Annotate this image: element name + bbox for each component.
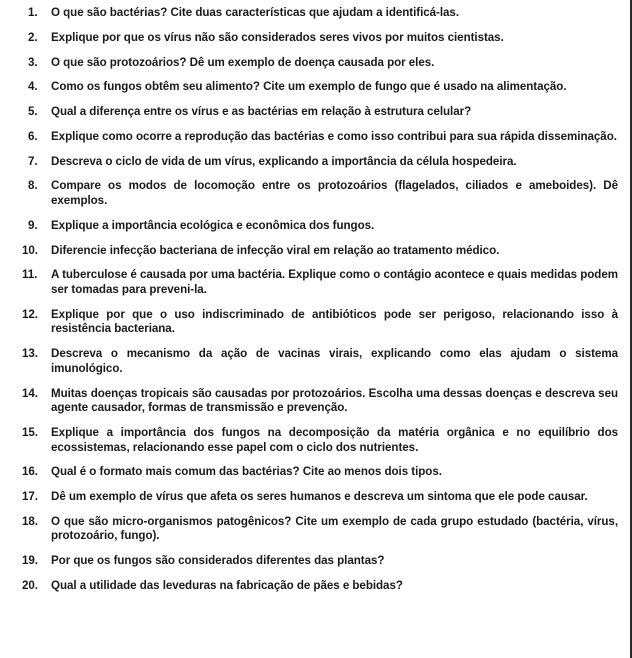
question-item <box>22 347 618 376</box>
question-text: Descreva o ciclo de vida de um vírus, explicando a importância da célula hospedeira. <box>51 154 517 168</box>
question-number: 7. <box>28 154 38 168</box>
question-number: 14. <box>22 386 38 400</box>
question-text: Diferencie infecção bacteriana de infecção viral em relação ao tratamento médico. <box>51 243 500 257</box>
question-item <box>28 31 618 46</box>
question-item <box>28 219 618 234</box>
question-text: O que são protozoários? Dê um exemplo de doença causada por eles. <box>51 55 435 69</box>
question-list <box>22 6 618 594</box>
question-item <box>28 179 618 208</box>
question-item <box>22 268 618 297</box>
question-text: Explique como ocorre a reprodução das bactérias e como isso contribui para sua rápida disseminação. <box>51 129 617 143</box>
question-item <box>22 307 618 337</box>
question-text: Explique por que o uso indiscriminado de antibióticos pode ser perigoso, relacionando isso à resistência bacteriana. <box>51 307 618 336</box>
question-item <box>28 130 618 145</box>
question-text: A tuberculose é causada por uma bactéria. Explique como o contágio acontece e quais medidas podem ser tomadas para preveni-la. <box>51 268 618 296</box>
question-text: Por que os fungos são considerados diferentes das plantas? <box>51 554 385 568</box>
question-number: 6. <box>28 129 38 143</box>
question-number: 2. <box>28 30 38 44</box>
question-item <box>22 425 618 455</box>
question-item <box>28 6 618 21</box>
question-text: Qual a utilidade das leveduras na fabricação de pães e bebidas? <box>51 579 403 592</box>
question-number: 9. <box>28 218 38 232</box>
question-item <box>22 243 618 259</box>
question-text: O que são bactérias? Cite duas características que ajudam a identificá-las. <box>51 6 459 19</box>
question-text: Dê um exemplo de vírus que afeta os seres humanos e descreva um sintoma que ele pode causar. <box>51 490 588 504</box>
question-text: O que são micro-organismos patogênicos? Cite um exemplo de cada grupo estudado (bactéria, vírus, protozoário, fungo). <box>51 514 618 543</box>
question-number: 18. <box>22 514 38 528</box>
question-item <box>28 56 618 71</box>
question-text: Explique a importância dos fungos na decomposição da matéria orgânica e no equilíbrio dos ecossistemas, relacionando esse papel com o ciclo dos nutrientes. <box>51 425 618 454</box>
question-number: 3. <box>28 55 38 69</box>
question-number: 12. <box>22 307 38 321</box>
question-item <box>22 490 618 505</box>
question-number: 11. <box>22 268 38 282</box>
question-text: Descreva o mecanismo da ação de vacinas virais, explicando como elas ajudam o sistema imunológico. <box>51 347 618 375</box>
question-text: Qual a diferença entre os vírus e as bactérias em relação à estrutura celular? <box>51 105 472 119</box>
question-text: Explique a importância ecológica e econômica dos fungos. <box>51 218 375 232</box>
question-text: Como os fungos obtêm seu alimento? Cite um exemplo de fungo que é usado na alimentação. <box>51 80 567 94</box>
question-number: 8. <box>28 179 38 193</box>
question-number: 19. <box>22 554 38 568</box>
question-text: Explique por que os vírus não são considerados seres vivos por muitos cientistas. <box>51 30 504 44</box>
question-number: 20. <box>22 579 38 592</box>
question-item <box>22 465 618 480</box>
question-number: 17. <box>22 490 38 504</box>
question-text: Qual é o formato mais comum das bactérias? Cite ao menos dois tipos. <box>51 465 442 479</box>
question-number: 16. <box>22 465 38 479</box>
question-text: Muitas doenças tropicais são causadas por protozoários. Escolha uma dessas doenças e descreva seu agente causador, formas de transmissão e prevenção. <box>51 386 618 415</box>
question-item <box>28 80 618 95</box>
question-number: 13. <box>22 347 38 361</box>
question-item <box>22 554 618 569</box>
question-number: 5. <box>28 105 38 119</box>
question-number: 15. <box>22 425 38 439</box>
question-item <box>22 514 618 544</box>
question-number: 4. <box>28 80 38 94</box>
question-item <box>22 386 618 416</box>
question-item <box>28 155 618 170</box>
question-item <box>22 579 618 594</box>
question-number: 1. <box>28 6 38 19</box>
question-number: 10. <box>22 243 38 257</box>
question-text: Compare os modos de locomoção entre os protozoários (flagelados, ciliados e ameboides). Dê exemplos. <box>51 179 618 208</box>
question-item <box>28 105 618 120</box>
